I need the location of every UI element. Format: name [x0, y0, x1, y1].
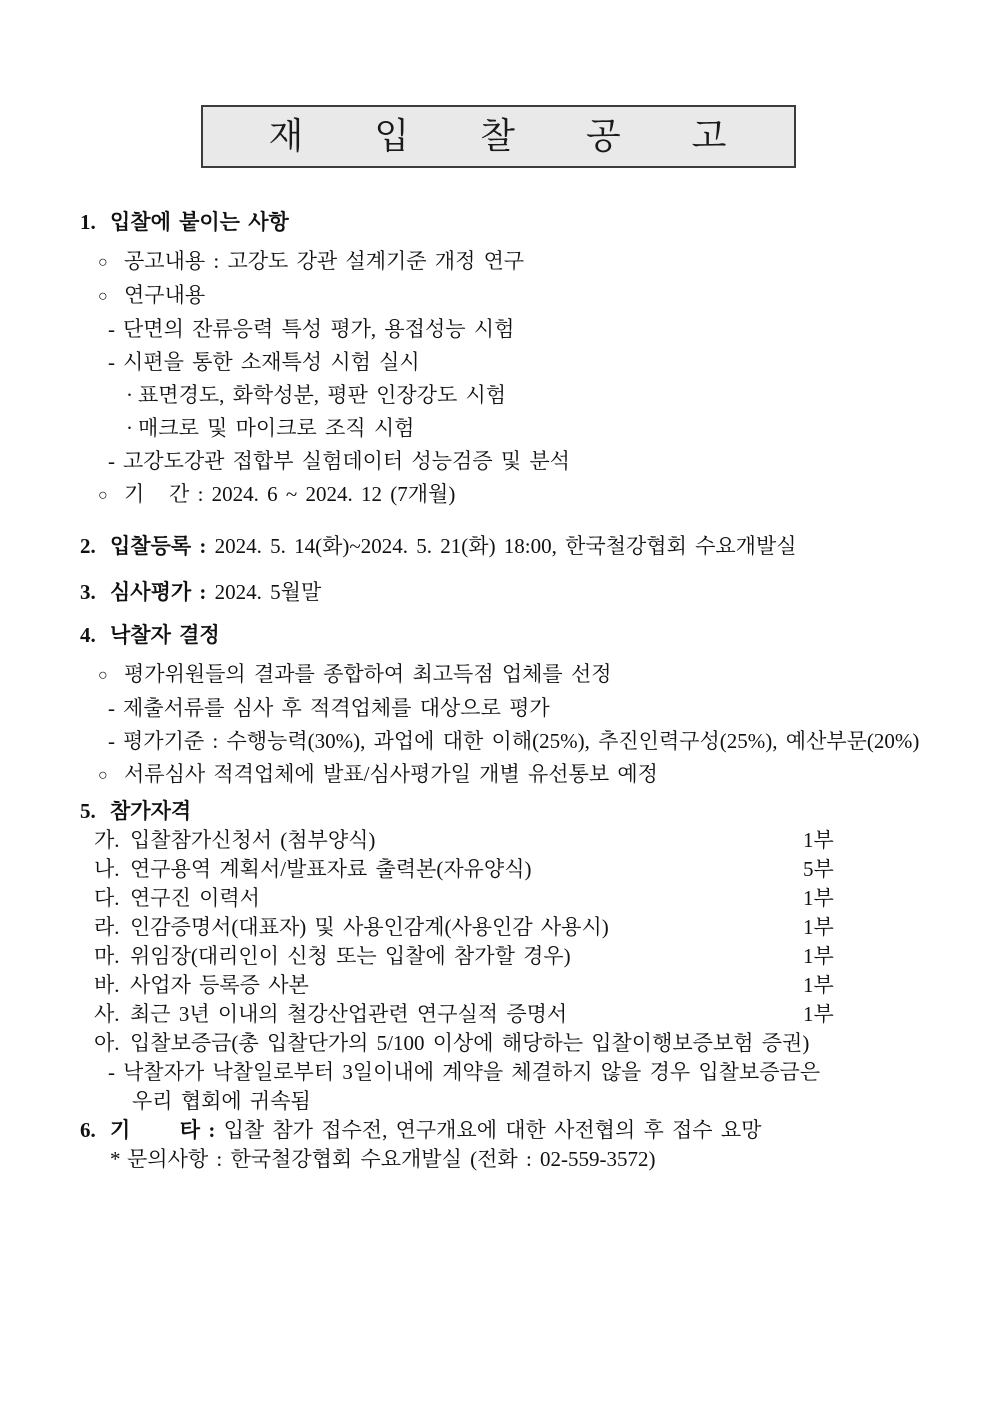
- line-label: 낙찰자 결정: [110, 623, 220, 647]
- line-label: 입찰등록: [110, 534, 192, 558]
- line-marker: 3.: [80, 580, 96, 604]
- line-marker: 2.: [80, 534, 96, 558]
- document-title: 재 입 찰 공 고: [201, 105, 796, 168]
- doc-line: [80, 913, 952, 942]
- doc-line: [80, 1145, 952, 1174]
- dash-bullet-icon: -: [108, 1060, 115, 1084]
- doc-line: [80, 530, 952, 563]
- line-marker: 바.: [94, 973, 120, 997]
- line-text: 입찰보증금(총 입찰단가의 5/100 이상에 해당하는 입찰이행보증보험 증권): [130, 1031, 810, 1055]
- section-evaluation: [80, 576, 952, 609]
- line-text: 연구용역 계획서/발표자료 출력본(자유양식): [130, 857, 532, 881]
- doc-line: [80, 313, 952, 346]
- doc-line: [80, 1000, 952, 1029]
- section-bid-terms: [80, 206, 952, 512]
- dash-bullet-icon: -: [108, 350, 115, 374]
- line-marker: 나.: [94, 857, 120, 881]
- line-marker: 5.: [80, 799, 96, 823]
- line-text: 시편을 통한 소재특성 시험 실시: [123, 350, 420, 374]
- line-marker: 마.: [94, 944, 120, 968]
- dash-bullet-icon: -: [108, 696, 115, 720]
- doc-line: [80, 758, 952, 792]
- line-text: 2024. 5. 14(화)~2024. 5. 21(화) 18:00, 한국철강협회 수요개발실: [214, 534, 797, 558]
- copy-count: 1부: [803, 828, 834, 852]
- doc-line: [80, 1116, 952, 1145]
- doc-line: [80, 692, 952, 725]
- line-text: 사업자 등록증 사본: [130, 973, 309, 997]
- doc-line: [80, 346, 952, 379]
- doc-line: [80, 619, 952, 652]
- line-text: 위임장(대리인이 신청 또는 입찰에 참가할 경우): [130, 944, 571, 968]
- line-marker: 6.: [80, 1118, 96, 1142]
- line-text: 고강도강관 접합부 실험데이터 성능검증 및 분석: [123, 449, 570, 473]
- doc-line: [80, 206, 952, 239]
- doc-line: [80, 658, 952, 692]
- line-text: 문의사항 : 한국철강협회 수요개발실 (전화 : 02-559-3572): [127, 1147, 656, 1171]
- line-label: 참가자격: [110, 799, 192, 823]
- copy-count: 1부: [803, 973, 834, 997]
- line-separator: :: [200, 1118, 224, 1142]
- doc-line: [80, 379, 952, 412]
- doc-line: [80, 725, 952, 758]
- copy-count: 1부: [803, 915, 834, 939]
- doc-line: [80, 855, 952, 884]
- line-marker: 1.: [80, 210, 96, 234]
- document-body: [80, 206, 952, 1174]
- line-text: 낙찰자가 낙찰일로부터 3일이내에 계약을 체결하지 않을 경우 입찰보증금은: [123, 1060, 821, 1084]
- doc-line: [80, 576, 952, 609]
- line-text: 기 간 : 2024. 6 ~ 2024. 12 (7개월): [124, 482, 456, 506]
- line-marker: 사.: [94, 1002, 120, 1026]
- dash-bullet-icon: -: [108, 449, 115, 473]
- line-text: 매크로 및 마이크로 조직 시험: [138, 416, 415, 440]
- section-bid-registration: [80, 530, 952, 563]
- section-misc: [80, 1116, 952, 1174]
- line-text: 인감증명서(대표자) 및 사용인감계(사용인감 사용시): [130, 915, 609, 939]
- doc-line: [80, 1087, 952, 1116]
- doc-line: [80, 797, 952, 826]
- dash-bullet-icon: -: [108, 729, 115, 753]
- line-text: 평가기준 : 수행능력(30%), 과업에 대한 이해(25%), 추진인력구성(25%), 예산부문(20%): [123, 729, 920, 753]
- copy-count: 1부: [803, 1002, 834, 1026]
- line-marker: 가.: [94, 828, 120, 852]
- doc-line: [80, 245, 952, 279]
- copy-count: 1부: [803, 944, 834, 968]
- line-text: 표면경도, 화학성분, 평판 인장강도 시험: [138, 383, 507, 407]
- line-text: 연구진 이력서: [130, 886, 260, 910]
- line-text: 단면의 잔류응력 특성 평가, 용접성능 시험: [123, 317, 515, 341]
- circle-bullet-icon: ○: [98, 767, 108, 784]
- line-text: 공고내용 : 고강도 강관 설계기준 개정 연구: [124, 249, 525, 273]
- asterisk-icon: *: [110, 1147, 121, 1171]
- doc-line: [80, 826, 952, 855]
- dot-bullet-icon: ·: [126, 416, 133, 440]
- line-marker: 아.: [94, 1031, 120, 1055]
- doc-line: [80, 884, 952, 913]
- doc-line: [80, 478, 952, 512]
- section-qualifications: [80, 797, 952, 1116]
- doc-line: [80, 1058, 952, 1087]
- line-text: 2024. 5월말: [214, 580, 322, 604]
- line-text: 연구내용: [124, 283, 206, 307]
- line-separator: :: [191, 534, 215, 558]
- line-text: 최근 3년 이내의 철강산업관련 연구실적 증명서: [130, 1002, 568, 1026]
- line-text: 평가위원들의 결과를 종합하여 최고득점 업체를 선정: [124, 662, 612, 686]
- line-label: 심사평가: [110, 580, 192, 604]
- doc-line: [80, 445, 952, 478]
- line-text: 우리 협회에 귀속됨: [132, 1089, 311, 1113]
- line-text: 입찰참가신청서 (첨부양식): [130, 828, 376, 852]
- circle-bullet-icon: ○: [98, 667, 108, 684]
- line-text: 입찰 참가 접수전, 연구개요에 대한 사전협의 후 접수 요망: [223, 1118, 762, 1142]
- dash-bullet-icon: -: [108, 317, 115, 341]
- line-marker: 다.: [94, 886, 120, 910]
- doc-line: [80, 412, 952, 445]
- line-label: 입찰에 붙이는 사항: [110, 210, 289, 234]
- line-label: 기 타: [110, 1118, 201, 1142]
- line-separator: :: [191, 580, 215, 604]
- dot-bullet-icon: ·: [126, 383, 133, 407]
- circle-bullet-icon: ○: [98, 288, 108, 305]
- section-winner-selection: [80, 619, 952, 792]
- doc-line: [80, 279, 952, 313]
- circle-bullet-icon: ○: [98, 254, 108, 271]
- doc-line: [80, 971, 952, 1000]
- doc-line: [80, 1029, 952, 1058]
- doc-line: [80, 942, 952, 971]
- copy-count: 5부: [803, 857, 834, 881]
- copy-count: 1부: [803, 886, 834, 910]
- circle-bullet-icon: ○: [98, 487, 108, 504]
- line-text: 서류심사 적격업체에 발표/심사평가일 개별 유선통보 예정: [124, 762, 658, 786]
- line-text: 제출서류를 심사 후 적격업체를 대상으로 평가: [123, 696, 550, 720]
- line-marker: 4.: [80, 623, 96, 647]
- line-marker: 라.: [94, 915, 120, 939]
